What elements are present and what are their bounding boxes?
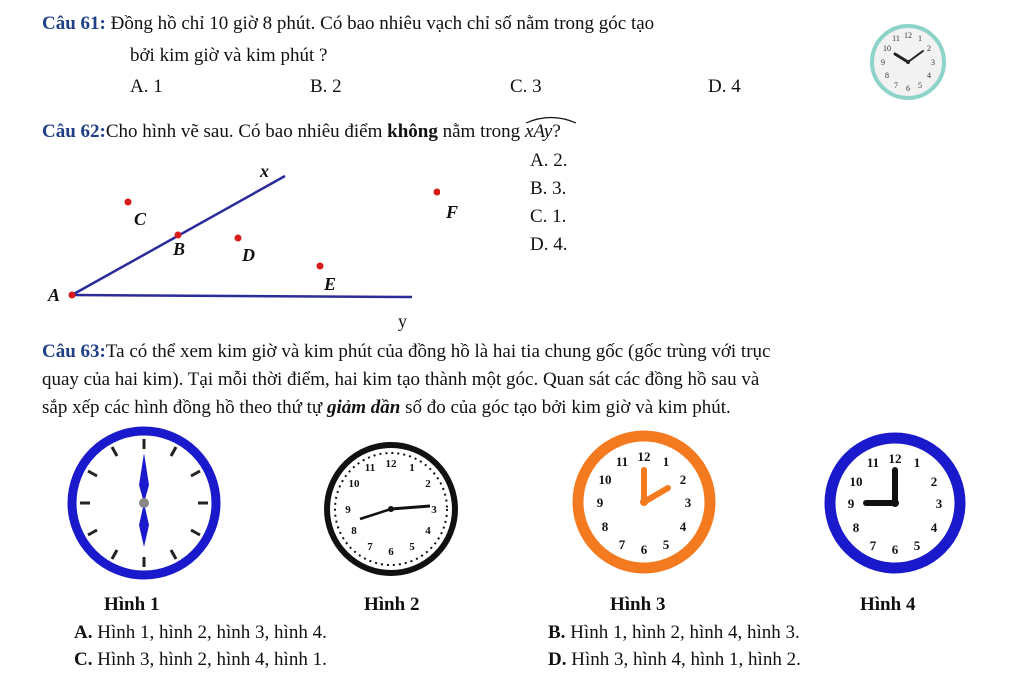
q63-option-b[interactable] [548,622,800,644]
clock-4-num: 2 [930,474,938,489]
clock-3-num: 5 [662,537,670,552]
q62-option-d[interactable]: D. 4. [530,234,568,255]
clock-2-pivot [388,506,394,512]
label-y: y [398,311,407,331]
clock-4-num: 10 [849,474,863,489]
clock-4-num: 6 [891,542,899,557]
q61-label: Câu 61: [42,13,106,34]
clock-1 [66,425,222,581]
clock-4-num: 1 [913,455,921,470]
q63-option-d[interactable] [548,649,801,671]
label-e: E [324,274,337,294]
q62-line [42,120,561,144]
clock-3-num: 6 [640,542,648,557]
q61-clock-num: 10 [883,44,891,53]
q61-text1: Đồng hồ chỉ 10 giờ 8 phút. Có bao nhiêu vạch chỉ số nằm trong góc tạo [105,13,655,34]
q61-clock-num: 1 [918,34,922,43]
q61-option-b[interactable]: B. 2 [310,76,342,97]
clock-4-num: 11 [866,455,880,470]
clock-2-num: 2 [425,478,431,490]
clock-4-num: 9 [847,496,855,511]
q61-clock-num: 2 [927,44,931,53]
clock-4-num: 5 [913,538,921,553]
point-d [235,235,242,242]
clock-1-label: Hình 1 [104,594,160,615]
q62-text: Cho hình vẽ sau. Có bao nhiêu điểm [105,121,388,142]
point-e [317,263,324,270]
point-c [125,199,132,206]
clock-3-num: 12 [637,449,651,464]
q61-option-d[interactable]: D. 4 [708,76,741,97]
clock-4-label: Hình 4 [860,594,916,615]
clock-2-num: 3 [431,504,437,516]
q61-option-a[interactable]: A. 1 [130,76,163,97]
q63-option-d-key: D. [548,649,567,670]
label-d: D [242,245,255,265]
point-b [175,232,182,239]
q61-clock-num: 6 [906,84,910,93]
q62-label: Câu 62: [42,121,106,142]
q61-clock-num: 12 [904,31,912,40]
label-a: A [48,285,61,305]
q63-line3-emph: giảm dần [326,397,401,418]
clock-2 [322,440,460,578]
clock-2-num: 4 [425,525,431,537]
q62-angle-notation [525,120,552,144]
q62-text-bold: không [387,121,438,142]
q63-option-c-text: Hình 3, hình 2, hình 4, hình 1. [92,649,327,670]
clock-2-num: 10 [348,478,360,490]
q63-label: Câu 63: [42,341,106,362]
q63-option-d-text: Hình 3, hình 4, hình 1, hình 2. [566,649,801,670]
q61-clock-num: 11 [892,34,900,43]
ray-ay [72,295,412,297]
q63-line3-text: sắp xếp các hình đồng hồ theo thứ tự [42,397,327,418]
clock-2-num: 12 [385,458,397,470]
clock-2-num: 7 [367,541,373,553]
clock-1-pivot [139,498,149,508]
label-c: C [134,209,147,229]
q62-option-b[interactable]: B. 3. [530,178,567,199]
clock-3-num: 3 [684,495,692,510]
q63-option-a-key: A. [74,622,93,643]
q63-text1: Ta có thể xem kim giờ và kim phút của đồng hồ là hai tia chung gốc (gốc trùng với trục [105,341,771,362]
clock-4 [822,430,968,576]
q61-line1 [42,12,654,36]
q63-line3-after: số đo của góc tạo bởi kim giờ và kim phút. [400,397,731,418]
clock-2-num: 8 [351,525,357,537]
q63-option-a[interactable] [74,622,327,644]
clock-4-pivot [891,499,899,507]
q62-text-end: ? [552,121,561,142]
clock-2-label: Hình 2 [364,594,420,615]
q63-option-b-key: B. [548,622,566,643]
clock-4-num: 7 [869,538,877,553]
clock-4-num: 8 [852,520,860,535]
clock-2-num: 5 [409,541,415,553]
clock-3-num: 1 [662,454,670,469]
q61-line2: bởi kim giờ và kim phút ? [130,45,328,66]
clock-2-num: 6 [388,546,394,558]
clock-3-num: 8 [601,519,609,534]
q62-angle-label: xAy [524,121,553,142]
clock-4-num: 12 [888,451,902,466]
label-f-text: F [446,202,459,222]
q63-option-b-text: Hình 1, hình 2, hình 4, hình 3. [565,622,800,643]
q62-option-c[interactable]: C. 1. [530,206,567,227]
q61-clock-num: 5 [918,81,922,90]
clock-3-num: 11 [615,454,629,469]
q61-clock-num: 9 [881,58,885,67]
clock-2-num: 9 [345,504,351,516]
clock-3-label: Hình 3 [610,594,666,615]
clock-3-num: 4 [679,519,687,534]
q63-line2: quay của hai kim). Tại mỗi thời điểm, hai kim tạo thành một góc. Quan sát các đồng hồ sau và [42,369,760,390]
q62-option-a[interactable]: A. 2. [530,150,568,171]
clock-3-num: 9 [596,495,604,510]
point-a [69,292,76,299]
clock-3-num: 10 [598,472,612,487]
point-f [434,189,441,196]
q62-text-after: nằm trong [437,121,525,142]
clock-2-num: 11 [364,462,376,474]
q63-line3 [42,396,731,420]
q61-clock-image [868,22,948,102]
q63-option-a-text: Hình 1, hình 2, hình 3, hình 4. [92,622,327,643]
clock-3-num: 2 [679,472,687,487]
q61-clock-num: 3 [931,58,935,67]
clock-3-pivot [640,498,648,506]
q63-line1 [42,340,770,364]
q61-option-c[interactable]: C. 3 [510,76,542,97]
label-x: x [260,161,269,181]
clock-2-num: 1 [409,462,415,474]
clock-3 [570,428,718,576]
q61-clock-num: 4 [927,71,931,80]
q61-clock-pivot [906,60,910,64]
q62-figure [40,155,440,340]
q61-clock-num: 8 [885,71,889,80]
q61-clock-num: 7 [894,81,898,90]
clock-3-num: 7 [618,537,626,552]
label-b: B [173,239,186,259]
q63-option-c[interactable] [74,649,327,671]
q62-angle-hat [525,114,577,124]
q63-option-c-key: C. [74,649,93,670]
clock-4-num: 4 [930,520,938,535]
clock-4-num: 3 [935,496,943,511]
